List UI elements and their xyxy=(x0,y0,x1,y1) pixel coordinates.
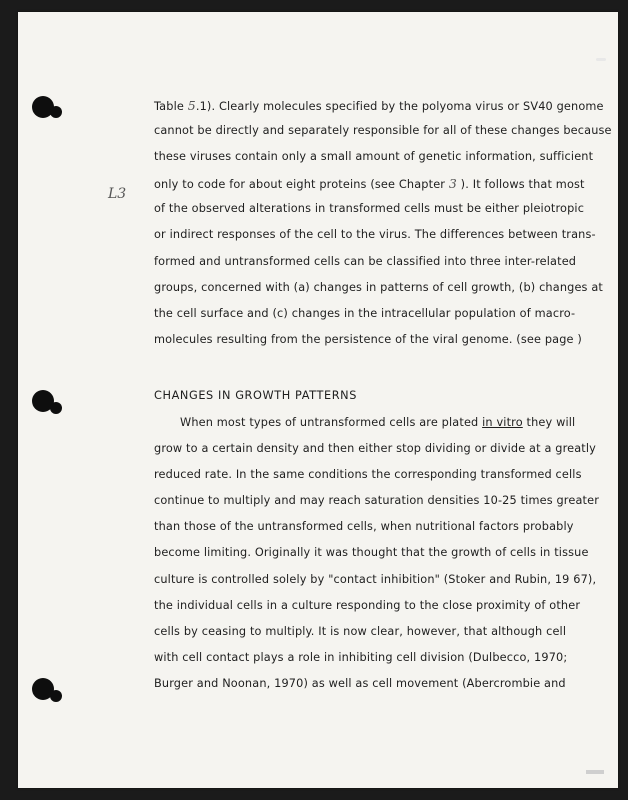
punch-hole-middle-small xyxy=(50,402,62,414)
text-line: molecules resulting from the persistence of the viral genome. (see page ) xyxy=(154,333,582,346)
paper-smudge xyxy=(596,58,606,61)
text-line: cannot be directly and separately responsible for all of these changes because xyxy=(154,124,612,137)
handwritten-number: 3 xyxy=(448,176,457,191)
underlined-term: in vitro xyxy=(482,416,523,429)
text-line: Burger and Noonan, 1970) as well as cell movement (Abercrombie and xyxy=(154,677,566,690)
line-text: Table xyxy=(154,100,188,113)
line-text: ). It follows that most xyxy=(456,178,585,191)
text-line: reduced rate. In the same conditions the corresponding transformed cells xyxy=(154,468,582,481)
line-text: .1). Clearly molecules specified by the polyoma virus or SV40 genome xyxy=(195,100,604,113)
text-line: groups, concerned with (a) changes in patterns of cell growth, (b) changes at xyxy=(154,281,603,294)
punch-hole-top-small xyxy=(50,106,62,118)
text-line: than those of the untransformed cells, when nutritional factors probably xyxy=(154,520,574,533)
line-text: only to code for about eight proteins (see Chapter xyxy=(154,178,449,191)
line-text: When most types of untransformed cells are plated xyxy=(180,416,483,429)
archive-stamp xyxy=(586,770,604,774)
line-text: they will xyxy=(522,416,576,429)
text-line: the cell surface and (c) changes in the intracellular population of macro- xyxy=(154,307,576,320)
text-line: continue to multiply and may reach saturation densities 10-25 times greater xyxy=(154,494,600,507)
text-line xyxy=(154,98,604,113)
text-line: become limiting. Originally it was thought that the growth of cells in tissue xyxy=(154,546,589,559)
text-line: with cell contact plays a role in inhibiting cell division (Dulbecco, 1970; xyxy=(154,651,568,664)
text-line: or indirect responses of the cell to the virus. The differences between trans- xyxy=(154,228,596,241)
punch-hole-bottom-small xyxy=(50,690,62,702)
paper-sheet xyxy=(18,12,618,788)
text-line: of the observed alterations in transformed cells must be either pleiotropic xyxy=(154,202,585,215)
text-line: grow to a certain density and then either stop dividing or divide at a greatly xyxy=(154,442,597,455)
text-line: formed and untransformed cells can be classified into three inter-related xyxy=(154,255,577,268)
section-heading: CHANGES IN GROWTH PATTERNS xyxy=(154,389,357,402)
text-line: culture is controlled solely by "contact inhibition" (Stoker and Rubin, 19 67), xyxy=(154,573,597,586)
text-line: cells by ceasing to multiply. It is now clear, however, that although cell xyxy=(154,625,567,638)
margin-annotation: L3 xyxy=(108,186,127,202)
text-line xyxy=(180,416,575,429)
handwritten-number: 5 xyxy=(187,98,196,113)
text-line: these viruses contain only a small amount of genetic information, sufficient xyxy=(154,150,594,163)
text-line xyxy=(154,176,585,191)
text-line: the individual cells in a culture responding to the close proximity of other xyxy=(154,599,581,612)
